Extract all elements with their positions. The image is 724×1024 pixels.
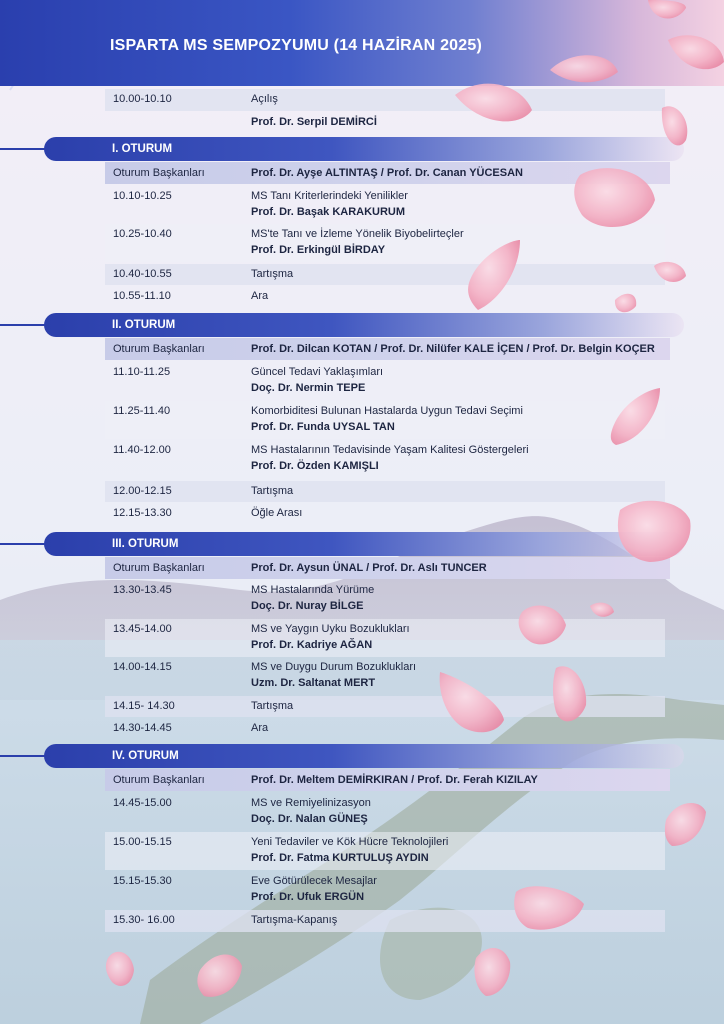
row-time: 11.25-11.40 bbox=[113, 405, 171, 417]
row-title: Tartışma bbox=[251, 268, 294, 280]
table-row bbox=[105, 910, 665, 932]
row-time: 10.00-10.10 bbox=[113, 93, 172, 105]
table-row bbox=[105, 580, 665, 618]
table-row bbox=[105, 696, 665, 717]
row-speaker: Prof. Dr. Fatma KURTULUŞ AYDIN bbox=[251, 852, 429, 864]
table-row bbox=[105, 481, 665, 502]
chair-names: Prof. Dr. Meltem DEMİRKIRAN / Prof. Dr. Ferah KIZILAY bbox=[251, 774, 538, 786]
row-title: Ara bbox=[251, 290, 269, 302]
table-row bbox=[105, 89, 665, 111]
row-time: 14.45-15.00 bbox=[113, 797, 172, 809]
row-time: 14.15- 14.30 bbox=[113, 700, 175, 712]
table-row bbox=[105, 362, 665, 400]
table-row bbox=[105, 286, 665, 307]
row-title: Güncel Tedavi Yaklaşımları bbox=[251, 366, 384, 378]
session-line bbox=[0, 543, 46, 545]
session-header bbox=[44, 744, 684, 768]
row-time: 10.40-10.55 bbox=[113, 268, 172, 280]
row-speaker: Prof. Dr. Başak KARAKURUM bbox=[251, 206, 406, 218]
table-row bbox=[105, 871, 665, 909]
row-time: 15.00-15.15 bbox=[113, 836, 172, 848]
row-time: 12.00-12.15 bbox=[113, 485, 172, 497]
row-time: 13.30-13.45 bbox=[113, 584, 172, 596]
table-row bbox=[105, 440, 665, 478]
chair-names: Prof. Dr. Dilcan KOTAN / Prof. Dr. Nilüfer KALE İÇEN / Prof. Dr. Belgin KOÇER bbox=[251, 343, 655, 355]
session-title: III. OTURUM bbox=[112, 538, 179, 550]
row-speaker: Prof. Dr. Kadriye AĞAN bbox=[251, 639, 373, 651]
row-title: Öğle Arası bbox=[251, 507, 303, 519]
row-speaker: Doç. Dr. Nalan GÜNEŞ bbox=[251, 813, 368, 825]
row-time: 13.45-14.00 bbox=[113, 623, 172, 635]
page-title: ISPARTA MS SEMPOZYUMU (14 HAZİRAN 2025) bbox=[110, 37, 482, 54]
chair-names: Prof. Dr. Aysun ÜNAL / Prof. Dr. Aslı TUNCER bbox=[251, 562, 487, 574]
row-title: Tartışma bbox=[251, 700, 294, 712]
row-time: 10.55-11.10 bbox=[113, 290, 171, 302]
row-time: 15.30- 16.00 bbox=[113, 914, 175, 926]
table-row bbox=[105, 401, 665, 439]
table-row bbox=[105, 793, 665, 831]
chair-label: Oturum Başkanları bbox=[113, 343, 205, 355]
row-title: MS Hastalarının Tedavisinde Yaşam Kalitesi Göstergeleri bbox=[251, 444, 529, 456]
session-chairs bbox=[105, 769, 670, 791]
row-title: Ara bbox=[251, 722, 269, 734]
chair-label: Oturum Başkanları bbox=[113, 562, 205, 574]
table-row bbox=[105, 832, 665, 870]
session-title: IV. OTURUM bbox=[112, 750, 179, 762]
table-row bbox=[105, 657, 665, 695]
chair-label: Oturum Başkanları bbox=[113, 774, 205, 786]
row-title: MS ve Duygu Durum Bozuklukları bbox=[251, 661, 417, 673]
session-line bbox=[0, 148, 46, 150]
row-title: MS'te Tanı ve İzleme Yönelik Biyobelirteçler bbox=[251, 228, 464, 240]
row-title: Yeni Tedaviler ve Kök Hücre Teknolojileri bbox=[251, 836, 449, 848]
session-title: I. OTURUM bbox=[112, 143, 173, 155]
row-speaker: Prof. Dr. Serpil DEMİRCİ bbox=[251, 116, 377, 128]
row-speaker: Uzm. Dr. Saltanat MERT bbox=[251, 677, 376, 689]
row-speaker: Prof. Dr. Özden KAMIŞLI bbox=[251, 460, 379, 472]
session-chairs bbox=[105, 338, 670, 360]
row-time: 11.40-12.00 bbox=[113, 444, 171, 456]
row-title: MS ve Remiyelinizasyon bbox=[251, 797, 371, 809]
row-title: Komorbiditesi Bulunan Hastalarda Uygun Tedavi Seçimi bbox=[251, 405, 523, 417]
session-line bbox=[0, 324, 46, 326]
table-row bbox=[105, 186, 665, 224]
row-title: MS Tanı Kriterlerindeki Yenilikler bbox=[251, 190, 408, 202]
row-title: MS ve Yaygın Uyku Bozuklukları bbox=[251, 623, 410, 635]
row-time: 15.15-15.30 bbox=[113, 875, 172, 887]
row-speaker: Prof. Dr. Funda UYSAL TAN bbox=[251, 421, 395, 433]
session-header bbox=[44, 313, 684, 337]
table-row bbox=[105, 718, 665, 739]
row-time: 11.10-11.25 bbox=[113, 366, 171, 378]
session-header bbox=[44, 137, 684, 161]
table-row bbox=[105, 224, 665, 262]
row-title: Tartışma bbox=[251, 485, 294, 497]
table-row bbox=[105, 111, 665, 135]
row-speaker: Doç. Dr. Nermin TEPE bbox=[251, 382, 366, 394]
row-speaker: Prof. Dr. Erkingül BİRDAY bbox=[251, 244, 386, 256]
session-line bbox=[0, 755, 46, 757]
row-speaker: Prof. Dr. Ufuk ERGÜN bbox=[251, 891, 365, 903]
chair-label: Oturum Başkanları bbox=[113, 167, 205, 179]
row-time: 10.10-10.25 bbox=[113, 190, 172, 202]
table-row bbox=[105, 264, 665, 285]
row-time: 14.30-14.45 bbox=[113, 722, 172, 734]
session-header bbox=[44, 532, 684, 556]
table-row bbox=[105, 619, 665, 657]
table-row bbox=[105, 503, 665, 524]
session-title: II. OTURUM bbox=[112, 319, 176, 331]
row-speaker: Doç. Dr. Nuray BİLGE bbox=[251, 600, 364, 612]
row-title: Eve Götürülecek Mesajlar bbox=[251, 875, 377, 887]
session-chairs bbox=[105, 557, 670, 579]
row-title: MS Hastalarında Yürüme bbox=[251, 584, 375, 596]
row-time: 14.00-14.15 bbox=[113, 661, 172, 673]
row-time: 12.15-13.30 bbox=[113, 507, 172, 519]
row-title: Açılış bbox=[251, 93, 278, 105]
chair-names: Prof. Dr. Ayşe ALTINTAŞ / Prof. Dr. Canan YÜCESAN bbox=[251, 167, 523, 179]
row-time: 10.25-10.40 bbox=[113, 228, 172, 240]
row-title: Tartışma-Kapanış bbox=[251, 914, 338, 926]
session-chairs bbox=[105, 162, 670, 184]
